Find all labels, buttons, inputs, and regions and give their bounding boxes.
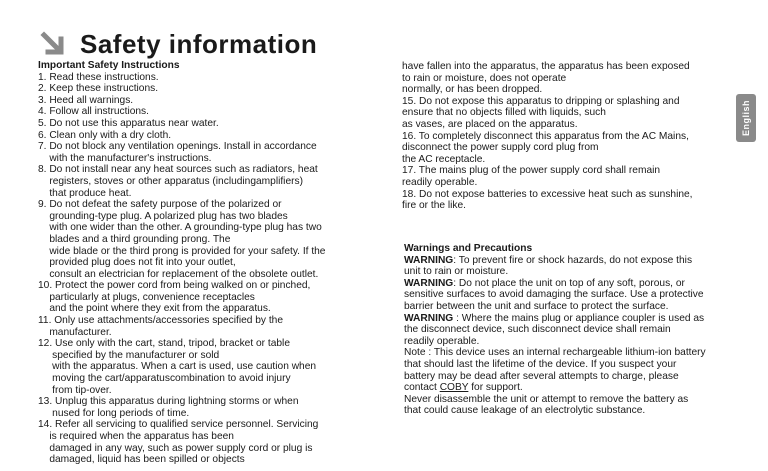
warning-label: WARNING (404, 312, 454, 324)
battery-note-cont: that should last the lifetime of the device. If you suspect your (404, 358, 677, 370)
instructions-list (38, 72, 368, 466)
instruction-line: fire or the like. (402, 200, 466, 212)
instruction-line: 18. Do not expose batteries to excessive heat such as sunshine, (402, 188, 693, 200)
instruction-line: 3. Heed all warnings. (38, 94, 134, 106)
warning-label: WARNING (404, 277, 454, 289)
warning-text: : Do not place the unit on top of any soft, porous, or (453, 277, 685, 289)
instructions-continued-list (402, 61, 742, 212)
instruction-line: ensure that no objects filled with liquids, such (402, 107, 606, 119)
instruction-line: is required when the apparatus has been (38, 431, 234, 442)
instruction-line: provided plug does not fit into your outlet, (38, 257, 236, 269)
warning-2 (404, 278, 744, 290)
instruction-line: 9. Do not defeat the safety purpose of the polarized or (38, 199, 282, 211)
instruction-line: have fallen into the apparatus, the apparatus has been exposed (402, 61, 690, 72)
brand-name: COBY (439, 382, 469, 394)
instruction-line: with the apparatus. When a cart is used, use caution when (38, 361, 317, 373)
instruction-line: 4. Follow all instructions. (38, 106, 149, 118)
instructions-continued-column (402, 61, 742, 212)
warning-3 (404, 313, 744, 325)
instruction-line: 17. The mains plug of the power supply cord shall remain (402, 165, 661, 177)
contact-text: for support. (468, 382, 523, 394)
instruction-line: with the manufacturer's instructions. (38, 152, 212, 164)
instruction-line: particularly at plugs, convenience receptacles (38, 291, 255, 303)
instruction-line: specified by the manufacturer or sold (38, 349, 220, 361)
instruction-line: 7. Do not block any ventilation openings. Install in accordance (38, 141, 317, 153)
battery-note-cont: battery may be dead after several attempts to charge, please (404, 370, 679, 382)
instruction-line: from tip-over. (38, 384, 112, 396)
instruction-line: damaged, liquid has been spilled or objects (38, 454, 245, 466)
warning-1 (404, 255, 744, 267)
instruction-line: manufacturer. (38, 326, 112, 338)
instruction-line: 5. Do not use this apparatus near water. (38, 117, 219, 129)
instruction-line: with one wider than the other. A grounding-type plug has two (38, 222, 322, 234)
instruction-line: the AC receptacle. (402, 153, 486, 165)
instruction-line: 12. Use only with the cart, stand, tripod, bracket or table (38, 338, 290, 350)
contact-text: contact (404, 382, 440, 394)
instruction-line: 16. To completely disconnect this apparatus from the AC Mains, (402, 130, 689, 142)
language-tab-label: English (741, 99, 752, 137)
instruction-line: 13. Unplug this apparatus during lightning storms or when (38, 396, 299, 408)
instruction-line: and the point where they exit from the apparatus. (38, 303, 271, 315)
section-header (40, 28, 317, 60)
warning-text: : To prevent fire or shock hazards, do not expose this (453, 254, 693, 266)
instruction-line: 6. Clean only with a dry cloth. (38, 129, 172, 141)
disassembly-warning: Never disassemble the unit or attempt to remove the battery as (404, 393, 689, 405)
disassembly-warning-cont: that could cause leakage of an electrolytic substance. (404, 405, 646, 417)
warning-1-cont: unit to rain or moisture. (404, 266, 509, 278)
warning-text: : Where the mains plug or appliance coupler is used as (453, 312, 705, 324)
warnings-heading: Warnings and Precautions (404, 243, 533, 254)
instruction-line: 8. Do not install near any heat sources such as radiators, heat (38, 164, 318, 176)
instruction-line: moving the cart/apparatuscombination to avoid injury (38, 373, 291, 385)
instruction-line: to rain or moisture, does not operate (402, 72, 567, 84)
instruction-line: grounding-type plug. A polarized plug has two blades (38, 210, 288, 222)
warning-2-cont: sensitive surfaces to avoid damaging the surface. Use a protective (404, 289, 704, 301)
battery-note-contact (404, 382, 744, 394)
instruction-line: as vases, are placed on the apparatus. (402, 118, 578, 130)
safety-instructions-column (38, 60, 368, 466)
instruction-line: consult an electrician for replacement of the obsolete outlet. (38, 268, 319, 280)
instructions-heading: Important Safety Instructions (38, 60, 180, 71)
instruction-line: 10. Protect the power cord from being walked on or pinched, (38, 280, 311, 292)
instruction-line: nused for long periods of time. (38, 407, 190, 419)
warning-2-cont: barrier between the unit and surface to protect the surface. (404, 300, 669, 312)
warning-3-cont: the disconnect device, such disconnect device shall remain (404, 324, 671, 336)
battery-note: Note : This device uses an internal rechargeable lithium-ion battery (404, 347, 706, 359)
instruction-line: registers, stoves or other apparatus (includingamplifiers) (38, 175, 303, 187)
arrow-down-right-icon (40, 31, 66, 57)
instruction-line: wide blade or the third prong is provided for your safety. If the (38, 245, 326, 257)
instruction-line: disconnect the power supply cord plug from (402, 142, 599, 154)
instruction-line: 2. Keep these instructions. (38, 83, 159, 95)
instruction-line: 1. Read these instructions. (38, 71, 159, 83)
instruction-line: readily operable. (402, 176, 478, 188)
instruction-line: 11. Only use attachments/accessories specified by the (38, 315, 284, 327)
instruction-line: damaged in any way, such as power supply cord or plug is (38, 442, 313, 454)
page-title: Safety information (80, 28, 318, 59)
warning-3-cont: readily operable. (404, 335, 480, 347)
warnings-section (404, 243, 744, 417)
instruction-line: normally, or has been dropped. (402, 84, 543, 96)
instruction-line: 14. Refer all servicing to qualified service personnel. Servicing (38, 419, 319, 431)
instruction-line: blades and a third grounding prong. The (38, 233, 231, 245)
language-tab (736, 94, 756, 142)
instruction-line: 15. Do not expose this apparatus to dripping or splashing and (402, 95, 680, 107)
warning-label: WARNING (404, 254, 454, 266)
instruction-line: that produce heat. (38, 187, 132, 199)
